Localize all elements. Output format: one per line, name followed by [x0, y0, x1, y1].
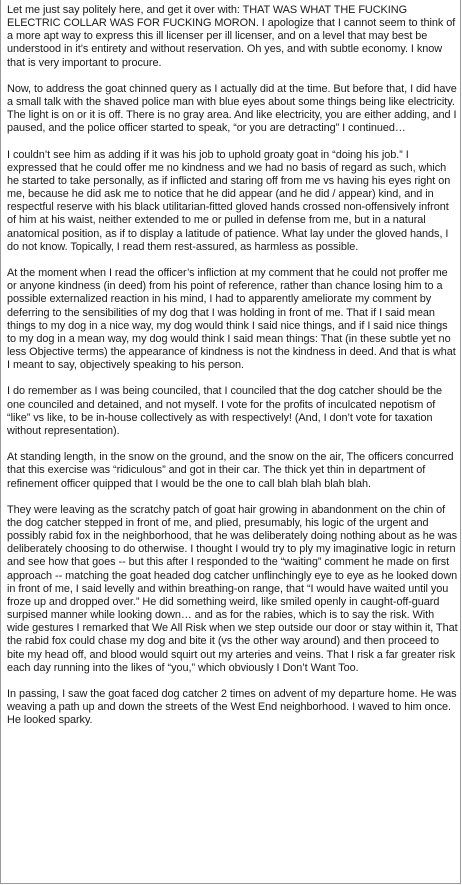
paragraph-3: I couldn’t see him as adding if it was his job to uphold groaty goat in “doing his job.” I expressed that he could offer me no kindness and we had no basis of regard as such, which he started to take personally, as if inflicted and staring off from me vs having his eyes right on me, because he did ask me to notice that he did appear (and he did / appear) kind, and in respectful reserve with his black utilitarian-fitted gloved hands crossed non-offensively infront of him at his waist, neither extended to me or pulled in defense from me, but in a natural anatomical position, as if to display a latitude of patience. What lay under the gloved hands, I do not know. Topically, I read them rest-assured, as harmless as possible. — [7, 148, 451, 253]
paragraph-7: They were leaving as the scratchy patch of goat hair growing in abandonment on the chin of the dog catcher stepped in front of me, and plied, presumably, his logic of the urgent and possibly rabid fox in the neighborhood, that he was deliberately doing nothing about as he was deliberately choosing to do otherwise. I thought I would try to ply my imaginative logic in return and see how that goes -- but this after I responded to the “waiting” comment he made on first approach -- matching the goat headed dog catcher unflinchingly eye to eye as he looked down in front of me, I said levelly and within breathing-on range, that “I would have waited until you froze up and dropped over.” He did something weird, like smiled openly in caught-off-guard surpised manner while looking down… and as for the rabies, which is to say the risk. With wide gestures I remarked that We All Risk when we step outside our door or stay within it, That the rabid fox could chase my dog and bite it (vs the other way around) and then proceed to bite my head off, and blood would squirt out my arteries and veins. That I risk a far greater risk each day running into the likes of “you,” which obviously I Don’t Want Too. — [7, 503, 458, 674]
paragraph-4: At the moment when I read the officer’s infliction at my comment that he could not proffer me or anyone kindness (in deed) from his point of reference, rather than chance losing him to a possible externalized reaction in his mind, I had to apparently ameliorate my comment by deferring to the sensibilities of my dog that I was holding in front of me. That if I said mean things to my dog in a nice way, my dog would think I said nice things, and if I said nice things to my dog in a mean way, my dog would think I said mean things: That (in these subtle yet no less Objective terms) the appearance of kindness is not the kindness in deed. And that is what I meant to say, objectively speaking to his person. — [7, 267, 456, 372]
paragraph-8: In passing, I saw the goat faced dog catcher 2 times on advent of my departure home. He was weaving a path up and down the streets of the West End neighborhood. I waved to him once. He looked sparky. — [7, 688, 457, 727]
document-body — [7, 4, 459, 727]
paragraph-1: Let me just say politely here, and get it over with: THAT WAS WHAT THE FUCKING ELECTRIC COLLAR WAS FOR FUCKING MORON. I apologize that I cannot seem to think of a more apt way to express this ill licenser per ill licenser, and on a level that may best be understood in it’s entirety and without reservation. Oh yes, and with subtle economy. I know that is very important to procure. — [7, 4, 456, 69]
paragraph-2: Now, to address the goat chinned query as I actually did at the time. But before that, I did have a small talk with the shaved police man with blue eyes about some things being like electricity. The light is on or it is off. There is no gray area. And like electricity, you are either adding, and I paused, and the police officer started to speak, “or you are detracting” I continued… — [7, 82, 457, 135]
paragraph-5: I do remember as I was being counciled, that I counciled that the dog catcher should be the one counciled and detained, and not myself. I vote for the profits of inculcated nepotism of “like” vs like, to be in-house collectively as with respectively! (And, I don’t vote for taxation without representation). — [7, 385, 442, 437]
paragraph-6: At standing length, in the snow on the ground, and the snow on the air, The officers concurred that this exercise was “ridiculous” and got in their car. The thick yet thin in department of refinement officer quipped that I would be the one to call blah blah blah blah. — [7, 451, 454, 490]
